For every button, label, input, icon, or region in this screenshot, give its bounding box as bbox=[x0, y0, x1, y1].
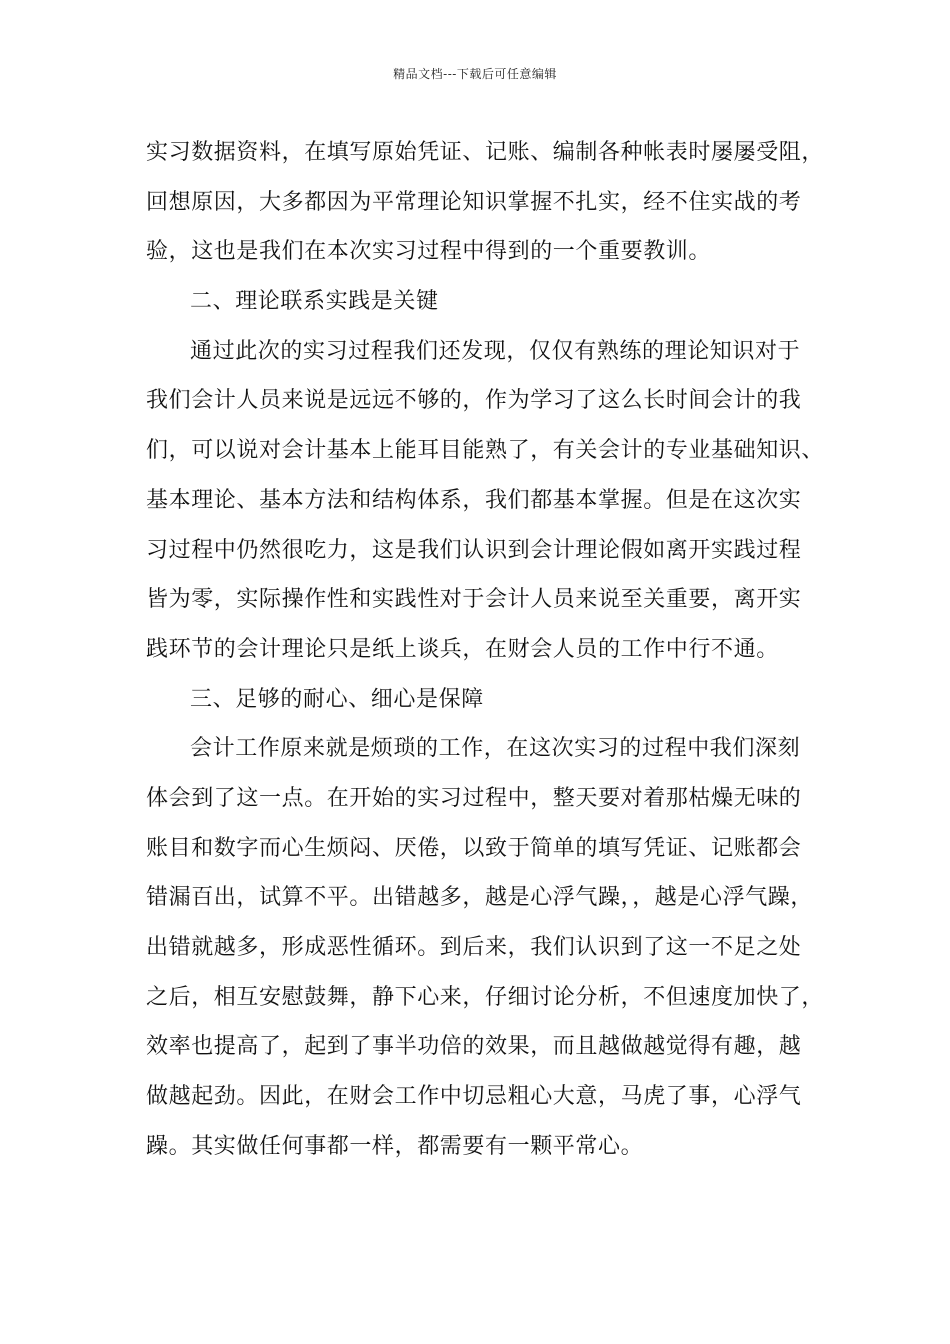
body-line: 账目和数字而心生烦闷、厌倦，以致于简单的填写凭证、记账都会 bbox=[146, 835, 802, 861]
document-body bbox=[146, 128, 826, 1171]
body-line: 实习数据资料，在填写原始凭证、记账、编制各种帐表时屡屡受阻， bbox=[146, 140, 825, 165]
body-line: 我们会计人员来说是远远不够的，作为学习了这么长时间会计的我 bbox=[146, 388, 802, 414]
body-line: 做越起劲。因此，在财会工作中切忌粗心大意，马虎了事，心浮气 bbox=[146, 1084, 802, 1110]
body-line: 之后，相互安慰鼓舞，静下心来，仔细讨论分析，不但速度加快了， bbox=[146, 984, 825, 1010]
section-heading: 二、理论联系实践是关键 bbox=[190, 289, 439, 315]
body-line: 效率也提高了，起到了事半功倍的效果，而且越做越觉得有趣，越 bbox=[146, 1034, 802, 1060]
body-line: 验，这也是我们在本次实习过程中得到的一个重要教训。 bbox=[146, 239, 712, 265]
body-line: 躁。其实做任何事都一样，都需要有一颗平常心。 bbox=[146, 1133, 644, 1159]
body-line: 践环节的会计理论只是纸上谈兵，在财会人员的工作中行不通。 bbox=[146, 636, 779, 662]
body-line: 会计工作原来就是烦琐的工作，在这次实习的过程中我们深刻 bbox=[190, 736, 801, 762]
body-line: 错漏百出，试算不平。出错越多，越是心浮气躁，，越是心浮气躁， bbox=[146, 885, 814, 911]
body-line: 体会到了这一点。在开始的实习过程中，整天要对着那枯燥无味的 bbox=[146, 785, 802, 811]
page-header: 精品文档---下载后可任意编辑 bbox=[393, 67, 557, 81]
body-line: 基本理论、基本方法和结构体系，我们都基本掌握。但是在这次实 bbox=[146, 487, 802, 513]
body-line: 出错就越多，形成恶性循环。到后来，我们认识到了这一不足之处 bbox=[146, 935, 802, 960]
body-line: 通过此次的实习过程我们还发现，仅仅有熟练的理论知识对于 bbox=[190, 338, 801, 364]
body-line: 回想原因，大多都因为平常理论知识掌握不扎实，经不住实战的考 bbox=[146, 189, 802, 215]
section-heading: 三、足够的耐心、细心是保障 bbox=[190, 686, 484, 712]
body-line: 习过程中仍然很吃力，这是我们认识到会计理论假如离开实践过程 bbox=[146, 537, 802, 563]
body-line: 们，可以说对会计基本上能耳目能熟了，有关会计的专业基础知识、 bbox=[146, 438, 825, 464]
body-line: 皆为零，实际操作性和实践性对于会计人员来说至关重要，离开实 bbox=[146, 587, 802, 613]
